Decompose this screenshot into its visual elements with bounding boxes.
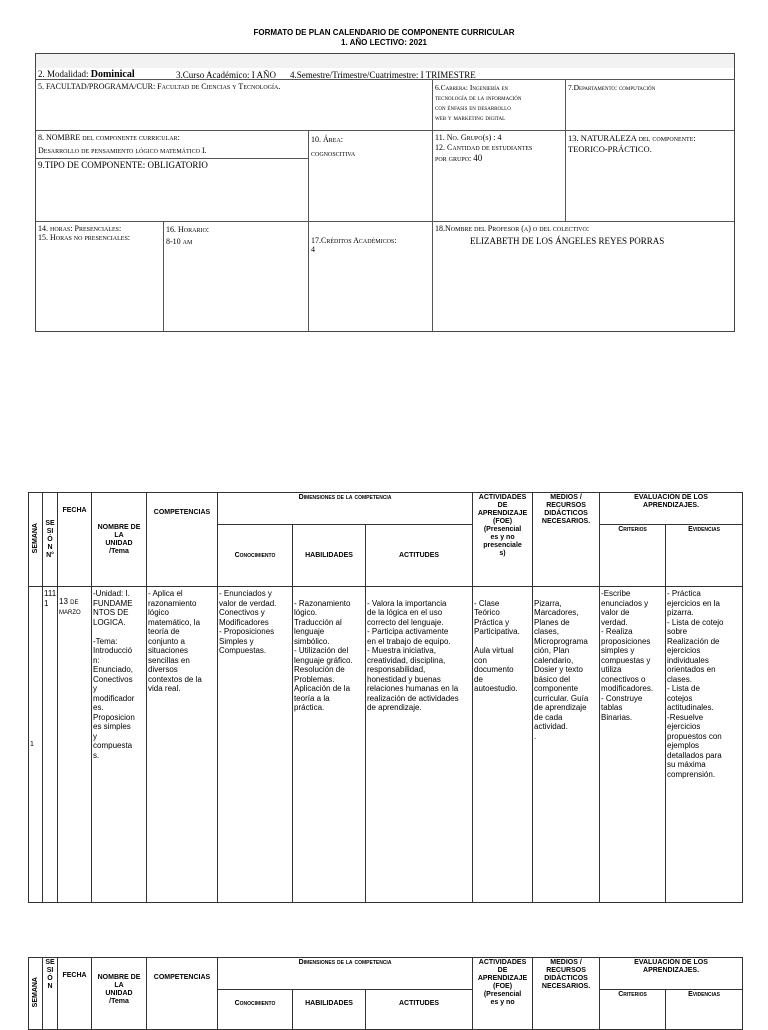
cell-habilidades: - Razonamiento lógico. Traducción al lenguaje simbólico. - Utilización del lenguaje gráfico. Resolución de Problemas. Aplicación de la teoría a la práctica. [293,587,366,903]
componente-value: Desarrollo de pensamiento lógico matemático I. [38,146,207,155]
header-evidencias: Evidencias [666,525,743,587]
semestre-field: 4.Semestre/Trimestre/Cuatrimestre: I TRIMESTRE [290,70,476,80]
header-evaluacion: EVALUACIÓN DE LOS APRENDIZAJES. [600,493,743,525]
table-row [29,587,743,903]
cell-semana: 1 [29,587,43,903]
header-fecha: FECHA [58,958,92,1030]
grupos-field: 11. No. Grupo(s) : 4 12. Cantidad de estudiantes por grupo: 40 [435,133,533,163]
header-conocimiento: Conocimiento [218,990,293,1030]
header-actitudes: ACTITUDES [366,525,473,587]
area-field: 10. Área: cognoscitiva [311,135,356,158]
header-criterios: Criterios [600,525,666,587]
horario-field: 16. Horario: 8-10 am [166,225,210,246]
course-info-box [35,53,735,332]
header-criterios: Criterios [600,990,666,1030]
cell-actitudes: - Valora la importancia de la lógica en el uso correcto del lenguaje. - Participa activamente en el trabajo de equipo. - Muestra iniciativa, creatividad, disciplina, responsabilidad, honestidad y buenas relaciones humanas en la realización de actividades de aprendizaje. [366,587,473,903]
cell-actividades: - Clase Teórico Práctica y Participativa. Aula virtual con documento de autoestudio. [473,587,533,903]
modalidad-field: 2. Modalidad: Dominical [38,69,135,80]
cell-unidad: -Unidad: I. FUNDAME NTOS DE LOGICA. -Tema: Introducció n: Enunciado, Conectivos y modificador es. Proposicion es simples y compuesta s. [92,587,147,903]
cell-fecha: 13 de marzo [58,587,92,903]
header-dimensiones: Dimensiones de la competencia [218,958,473,990]
cell-medios: Pizarra, Marcadores, Planes de clases, Microprograma ción, Plan calendario, Dosier y texto básico del componente curricular. Guía de aprendizaje de cada actividad. . [533,587,600,903]
header-evidencias: Evidencias [666,990,743,1030]
calendar-table-next [28,957,743,1030]
cell-conocimiento: - Enunciados y valor de verdad. Conectivos y Modificadores - Proposiciones Simples y Compuestas. [218,587,293,903]
tipo-componente: 9.TIPO DE COMPONENTE: OBLIGATORIO [38,160,208,170]
header-medios: MEDIOS / RECURSOS DIDÁCTICOS NECESARIOS. [533,493,600,587]
header-semana: SEMANA [29,493,43,587]
header-actividades: ACTIVIDADES DE APRENDIZAJE (FOE) (Presencial es y no [473,958,533,1030]
curso-field: 3.Curso Académico: I AÑO [176,70,276,80]
header-actitudes: ACTITUDES [366,990,473,1030]
header-nombre-unidad: NOMBRE DE LA UNIDAD /Tema [92,493,147,587]
naturaleza-field: 13. NATURALEZA del componente: TEORICO-PRÁCTICO. [568,133,696,154]
horas-field: 14. horas: Presenciales: 15. Horas no presenciales: [38,224,131,242]
cell-competencias: - Aplica el razonamiento lógico matemático, la teoría de conjunto a situaciones sencillas en diversos contextos de la vida real. [147,587,218,903]
creditos-field: 17.Créditos Académicos: 4 [311,236,397,254]
header-medios: MEDIOS / RECURSOS DIDÁCTICOS NECESARIOS. [533,958,600,1030]
header-actividades: ACTIVIDADES DE APRENDIZAJE (FOE) (Presencial es y no presenciale s) [473,493,533,587]
carrera-field: 6.Carrera: Ingeniería en tecnología de la información con énfasis en desarrollo web y marketing digital [435,83,522,122]
header-dimensiones: Dimensiones de la competencia [218,493,473,525]
header-conocimiento: Conocimiento [218,525,293,587]
header-competencias: COMPETENCIAS [147,958,218,1030]
header-competencias: COMPETENCIAS [147,493,218,587]
header-habilidades: HABILIDADES [293,525,366,587]
academic-year: 1. AÑO LECTIVO: 2021 [341,38,427,47]
cell-evidencias: - Práctica ejercicios en la pizarra. - Lista de cotejo sobre Realización de ejercicios individuales orientados en clases. - Lista de cotejos actitudinales. -Resuelve ejercicios propuestos con ejemplos detallados para su máxima comprensión. [666,587,743,903]
componente-label: 8. NOMBRE del componente curricular: [38,133,180,142]
header-sesion: SE SI Ó N [43,958,58,1030]
cell-sesion: 111 1 [43,587,58,903]
calendar-table [28,492,743,903]
header-habilidades: HABILIDADES [293,990,366,1030]
header-sesion: SE SI Ó N N° [43,493,58,587]
facultad-field: 5. FACULTAD/PROGRAMA/CUR: Facultad de Ciencias y Tecnología. [38,82,281,91]
header-evaluacion: EVALUACIÓN DE LOS APRENDIZAJES. [600,958,743,990]
header-nombre-unidad: NOMBRE DE LA UNIDAD /Tema [92,958,147,1030]
document-title: FORMATO DE PLAN CALENDARIO DE COMPONENTE CURRICULAR [253,28,515,37]
cell-criterios: -Escribe enunciados y valor de verdad. - Realiza proposiciones simples y compuestas y utiliza conectivos o modificadores. - Construye tablas Binarias. [600,587,666,903]
departamento-field: 7.Departamento: computación [568,83,656,92]
profesor-value: ELIZABETH DE LOS ÁNGELES REYES PORRAS [470,236,665,246]
header-fecha: FECHA [58,493,92,587]
profesor-label: 18.Nombre del Profesor (a) o del colectivo: [435,224,590,233]
header-semana: SEMANA [29,958,43,1030]
